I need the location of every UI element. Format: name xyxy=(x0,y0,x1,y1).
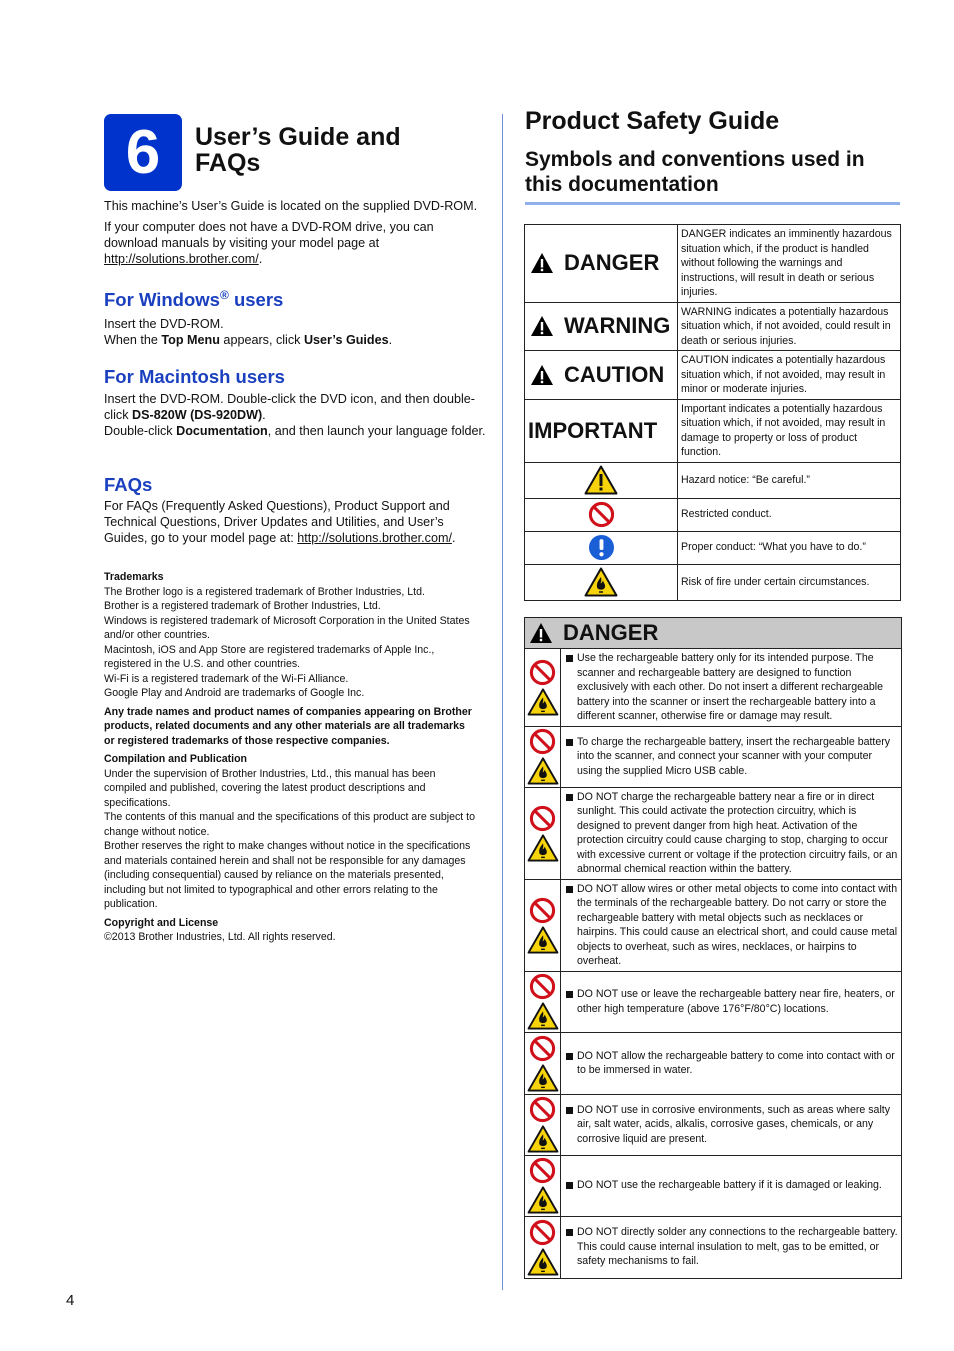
danger-row-text: DO NOT charge the rechargeable battery near a fire or in direct sunlight. This could activate the protection circuitry, which is designed to prevent danger from high heat. Activation of the protection circuitry could cause charging to stop, charging to occur with excessive current or voltage if the protection circuitry fails, or an abnormal chemical reaction within the battery. xyxy=(577,790,898,875)
prohibited-icon xyxy=(529,728,556,755)
danger-row-text: DO NOT directly solder any connections to the rechargeable battery. This could cause internal insulation to melt, gas to be emitted, or safety mechanisms to fail. xyxy=(577,1226,898,1268)
mandatory-icon xyxy=(588,534,615,561)
prohibited-icon xyxy=(588,501,615,528)
symbol-row-important xyxy=(525,399,901,462)
page-number: 4 xyxy=(66,1292,75,1309)
section-title-line2: FAQs xyxy=(195,149,261,177)
symbol-row-hazard xyxy=(525,462,901,498)
subtitle-rule xyxy=(525,202,900,205)
mac-heading: For Macintosh users xyxy=(104,366,285,387)
trademark-line: Wi-Fi is a registered trademark of the Wi-Fi Alliance. xyxy=(104,672,349,685)
symbols-table xyxy=(524,224,901,601)
danger-desc: DANGER indicates an imminently hazardous situation which, if the product is handled without following the warnings and instructions, will result in death or serious injuries. xyxy=(678,225,901,303)
symbol-row-prohibited xyxy=(525,498,901,531)
caution-label: CAUTION xyxy=(564,361,665,387)
important-label: IMPORTANT xyxy=(528,417,658,443)
compilation-p2: The contents of this manual and the specifications of this product are subject to change without notice. xyxy=(104,811,475,838)
prohibited-icon xyxy=(529,805,556,832)
prohibited-icon xyxy=(529,659,556,686)
hazard-desc: Hazard notice: “Be careful.” xyxy=(678,462,901,498)
fire-hazard-icon xyxy=(527,757,559,785)
copyright-text: ©2013 Brother Industries, Ltd. All rights reserved. xyxy=(104,931,336,943)
trademark-line: Brother is a registered trademark of Brother Industries, Ltd. xyxy=(104,600,381,612)
danger-row xyxy=(525,649,902,727)
danger-row-text: DO NOT allow the rechargeable battery to come into contact with or to be immersed in water. xyxy=(577,1049,895,1076)
trademarks-note: Any trade names and product names of companies appearing on Brother products, related documents and any other materials are all trademarks or registered trademarks of those respective companies. xyxy=(104,705,472,747)
compilation-heading: Compilation and Publication xyxy=(104,753,248,765)
symbol-row-danger xyxy=(525,225,901,303)
prohibited-icon xyxy=(529,1219,556,1246)
danger-row xyxy=(525,879,902,971)
faqs-text: For FAQs (Frequently Asked Questions), Product Support and Technical Questions, Driver Updates and Utilities, and User’s Guides, go to your model page at: http://solutions.brother.com/. xyxy=(104,499,456,545)
fire-hazard-icon xyxy=(527,926,559,954)
legal-block xyxy=(104,570,476,945)
prohibited-icon xyxy=(529,973,556,1000)
fire-hazard-icon xyxy=(527,834,559,862)
danger-label: DANGER xyxy=(564,250,660,276)
danger-row xyxy=(525,971,902,1032)
prohibited-icon xyxy=(529,1096,556,1123)
intro-text: This machine’s User’s Guide is located on the supplied DVD-ROM. xyxy=(104,199,478,213)
trademark-line: Google Play and Android are trademarks of Google Inc. xyxy=(104,687,365,699)
windows-line2: When the Top Menu appears, click User’s Guides. xyxy=(104,333,393,347)
faqs-link[interactable]: http://solutions.brother.com/ xyxy=(297,531,452,545)
danger-table xyxy=(524,617,902,1279)
mac-line1: Insert the DVD-ROM. Double-click the DVD icon, and then double-click DS-820W (DS-920DW). xyxy=(104,392,475,422)
solutions-link[interactable]: http://solutions.brother.com/ xyxy=(104,252,259,266)
symbol-row-warning xyxy=(525,302,901,351)
no-dvd-text: If your computer does not have a DVD-ROM drive, you can download manuals by visiting your model page at http://solutions.brother.com/. xyxy=(104,220,434,266)
fire-hazard-icon xyxy=(527,1186,559,1214)
fire-hazard-icon xyxy=(527,1248,559,1276)
compilation-p1: Under the supervision of Brother Industries, Ltd., this manual has been compiled and published, covering the latest product descriptions and specifications. xyxy=(104,767,436,809)
danger-row-text: To charge the rechargeable battery, insert the rechargeable battery into the scanner, and connect your scanner with your computer using the supplied Micro USB cable. xyxy=(577,735,891,777)
copyright-heading: Copyright and License xyxy=(104,916,219,929)
warning-triangle-icon xyxy=(530,252,554,274)
fire-hazard-icon xyxy=(527,688,559,716)
danger-row-text: DO NOT use or leave the rechargeable battery near fire, heaters, or other high temperature (above 176°F/80°C) locations. xyxy=(577,988,895,1015)
fire-hazard-icon xyxy=(527,1125,559,1153)
caution-desc: CAUTION indicates a potentially hazardous situation which, if not avoided, may result in minor or moderate injuries. xyxy=(678,351,901,400)
danger-row xyxy=(525,787,902,879)
mac-line2: Double-click Documentation, and then launch your language folder. xyxy=(104,424,486,438)
faqs-heading: FAQs xyxy=(104,474,153,495)
column-divider xyxy=(502,114,503,1290)
danger-row xyxy=(525,1155,902,1216)
warning-triangle-icon xyxy=(529,622,553,644)
danger-row xyxy=(525,1032,902,1094)
fire-desc: Risk of fire under certain circumstances. xyxy=(678,564,901,600)
warning-desc: WARNING indicates a potentially hazardous situation which, if not avoided, could result in death or serious injuries. xyxy=(678,302,901,351)
step-number-badge: 6 xyxy=(104,114,182,191)
prohibited-desc: Restricted conduct. xyxy=(678,498,901,531)
fire-hazard-icon xyxy=(527,1002,559,1030)
section-title-line1: User’s Guide and xyxy=(195,123,401,151)
prohibited-icon xyxy=(529,1035,556,1062)
warning-label: WARNING xyxy=(564,313,671,339)
windows-heading: For Windows® users xyxy=(104,288,284,311)
warning-triangle-icon xyxy=(530,364,554,386)
symbol-row-mandatory xyxy=(525,531,901,564)
danger-row-text: DO NOT use in corrosive environments, such as areas where salty air, salt water, acids, alkalis, corrosive gases, chemicals, or any corrosive liquid are present. xyxy=(577,1103,891,1145)
hazard-yellow-icon xyxy=(584,465,618,495)
safety-guide-title: Product Safety Guide xyxy=(525,107,780,135)
prohibited-icon xyxy=(529,1157,556,1184)
trademark-line: Macintosh, iOS and App Store are registered trademarks of Apple Inc., registered in the U.S. and other countries. xyxy=(104,643,435,670)
trademark-line: The Brother logo is a registered trademark of Brother Industries, Ltd. xyxy=(104,585,425,598)
danger-row-text: DO NOT use the rechargeable battery if it is damaged or leaking. xyxy=(577,1179,882,1192)
symbol-row-fire xyxy=(525,564,901,600)
trademark-line: Windows is registered trademark of Microsoft Corporation in the United States and/or other countries. xyxy=(104,614,470,641)
warning-triangle-icon xyxy=(530,315,554,337)
fire-hazard-icon xyxy=(527,1064,559,1092)
section-title xyxy=(195,124,401,176)
trademarks-heading: Trademarks xyxy=(104,571,164,583)
danger-row xyxy=(525,726,902,787)
danger-row-text: Use the rechargeable battery only for its intended purpose. The scanner and rechargeable battery are designed to function exclusively with each other. Do not insert a different rechargeable battery into the scanner or insert the rechargeable battery into a different scanner, otherwise fire or damage may result. xyxy=(577,652,884,722)
danger-row-text: DO NOT allow wires or other metal objects to come into contact with the terminals of the rechargeable battery. Do not carry or store the rechargeable battery with metal objects such as necklaces or hairpins. This could cause an electrical short, and could cause metal objects to overheat, such as wires, necklaces, or hairpins to overheat. xyxy=(577,882,898,967)
symbols-subtitle: Symbols and conventions used in this documentation xyxy=(525,148,865,196)
important-desc: Important indicates a potentially hazardous situation which, if not avoided, may result in damage to property or loss of product function. xyxy=(678,399,901,462)
prohibited-icon xyxy=(529,897,556,924)
mandatory-desc: Proper conduct: “What you have to do.” xyxy=(678,531,901,564)
compilation-p3: Brother reserves the right to make changes without notice in the specifications and materials contained herein and shall not be responsible for any damages (including consequential) caused by reliance on the materials presented, including but not limited to typographical and other errors relating to the publication. xyxy=(104,840,471,910)
symbol-row-caution xyxy=(525,351,901,400)
danger-row xyxy=(525,1216,902,1278)
fire-hazard-icon xyxy=(584,567,618,597)
danger-table-header xyxy=(525,618,902,649)
windows-line1: Insert the DVD-ROM. xyxy=(104,317,224,331)
danger-table-heading: DANGER xyxy=(563,620,659,645)
danger-row xyxy=(525,1094,902,1155)
